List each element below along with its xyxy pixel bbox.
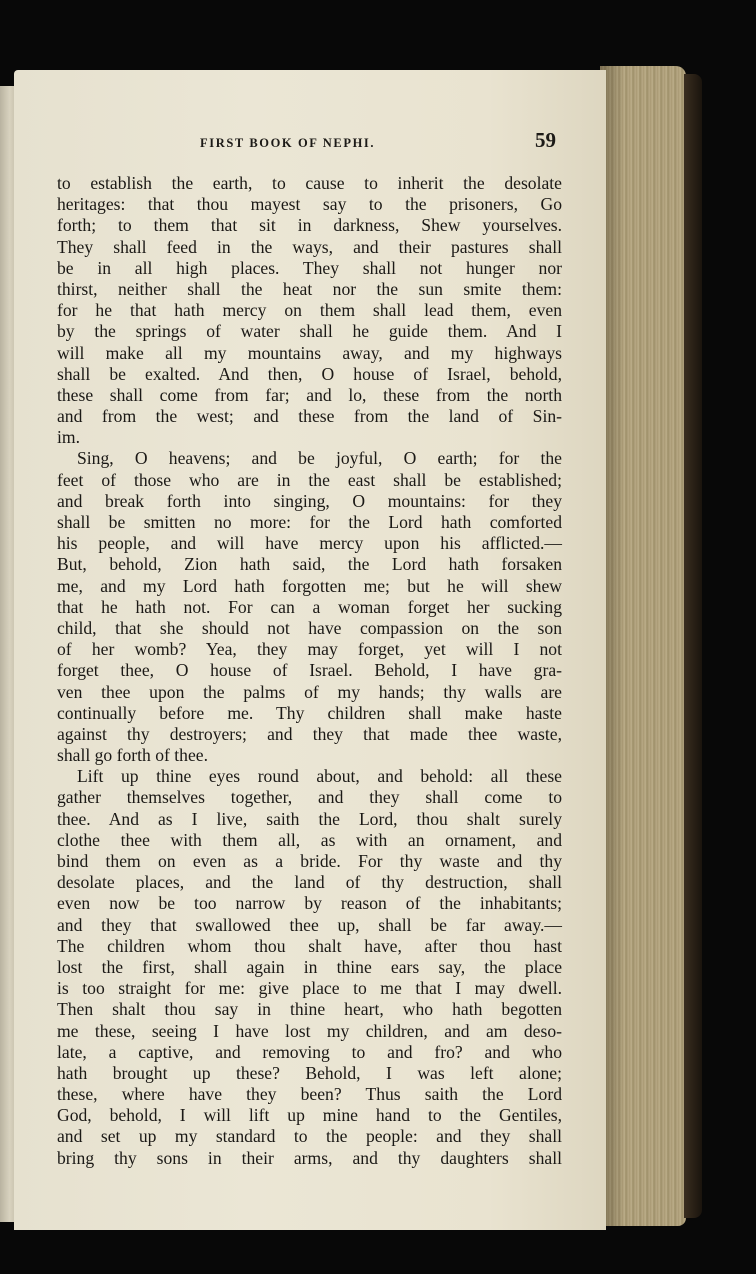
text-line: heritages: that thou mayest say to the prisoners, Go — [57, 194, 562, 215]
text-line: The children whom thou shalt have, after thou hast — [57, 935, 562, 956]
text-line: continually before me. Thy children shall make haste — [57, 702, 562, 723]
text-line: They shall feed in the ways, and their pastures shall — [57, 236, 562, 257]
text-line: lost the first, shall again in thine ears say, the place — [57, 956, 562, 977]
text-line: child, that she should not have compassion on the son — [57, 617, 562, 638]
text-line: Lift up thine eyes round about, and behold: all these — [77, 766, 562, 787]
text-line: and from the west; and these from the land of Sin- — [57, 406, 562, 427]
running-head: FIRST BOOK OF NEPHI. — [200, 136, 376, 150]
text-line: is too straight for me: give place to me that I may dwell. — [57, 978, 562, 999]
text-line: thee. And as I live, saith the Lord, thou shalt surely — [57, 808, 562, 829]
text-line: and they that swallowed thee up, shall be far away.— — [57, 914, 562, 935]
text-line: and set up my standard to the people: and they shall — [57, 1126, 562, 1147]
text-line: for he that hath mercy on them shall lead them, even — [57, 300, 562, 321]
book-cover-edge — [684, 74, 702, 1218]
text-line: desolate places, and the land of thy destruction, shall — [57, 872, 562, 893]
text-line: these shall come from far; and lo, these from the north — [57, 384, 562, 405]
text-line: forth; to them that sit in darkness, Shew yourselves. — [57, 215, 562, 236]
text-line: his people, and will have mercy upon his afflicted.— — [57, 533, 562, 554]
text-line: of her womb? Yea, they may forget, yet will I not — [57, 639, 562, 660]
text-line: these, where have they been? Thus saith the Lord — [57, 1084, 562, 1105]
text-line: hath brought up these? Behold, I was left alone; — [57, 1062, 562, 1083]
text-line: forget thee, O house of Israel. Behold, I have gra- — [57, 660, 562, 681]
text-line: against thy destroyers; and they that made thee waste, — [57, 723, 562, 744]
text-line: and break forth into singing, O mountains: for they — [57, 490, 562, 511]
text-line: God, behold, I will lift up mine hand to the Gentiles, — [57, 1105, 562, 1126]
text-line: even now be too narrow by reason of the inhabitants; — [57, 893, 562, 914]
text-line: im. — [57, 427, 80, 448]
page-body-text — [57, 173, 562, 1169]
page-number: 59 — [535, 128, 556, 152]
text-line: shall go forth of thee. — [57, 745, 208, 766]
text-line: by the springs of water shall he guide them. And I — [57, 321, 562, 342]
text-line: to establish the earth, to cause to inherit the desolate — [57, 173, 562, 193]
text-line: clothe thee with them all, as with an ornament, and — [57, 829, 562, 850]
text-line: will make all my mountains away, and my highways — [57, 342, 562, 363]
text-line: gather themselves together, and they shall come to — [57, 787, 562, 808]
text-line: Then shalt thou say in thine heart, who hath begotten — [57, 999, 562, 1020]
text-line: bind them on even as a bride. For thy waste and thy — [57, 851, 562, 871]
text-line: thirst, neither shall the heat nor the sun smite them: — [57, 278, 562, 299]
text-line: be in all high places. They shall not hunger nor — [57, 257, 562, 278]
text-line: late, a captive, and removing to and fro? and who — [57, 1041, 562, 1062]
text-line: bring thy sons in their arms, and thy daughters shall — [57, 1147, 562, 1168]
text-line: shall be smitten no more: for the Lord hath comforted — [57, 512, 562, 532]
text-line: feet of those who are in the east shall be established; — [57, 469, 562, 490]
text-line: that he hath not. For can a woman forget her sucking — [57, 596, 562, 617]
text-line: me, and my Lord hath forgotten me; but he will shew — [57, 575, 562, 596]
text-line: ven thee upon the palms of my hands; thy walls are — [57, 681, 562, 702]
text-line: Sing, O heavens; and be joyful, O earth; for the — [77, 448, 562, 469]
text-line: But, behold, Zion hath said, the Lord hath forsaken — [57, 554, 562, 575]
text-line: me these, seeing I have lost my children, and am deso- — [57, 1020, 562, 1041]
text-line: shall be exalted. And then, O house of Israel, behold, — [57, 363, 562, 384]
